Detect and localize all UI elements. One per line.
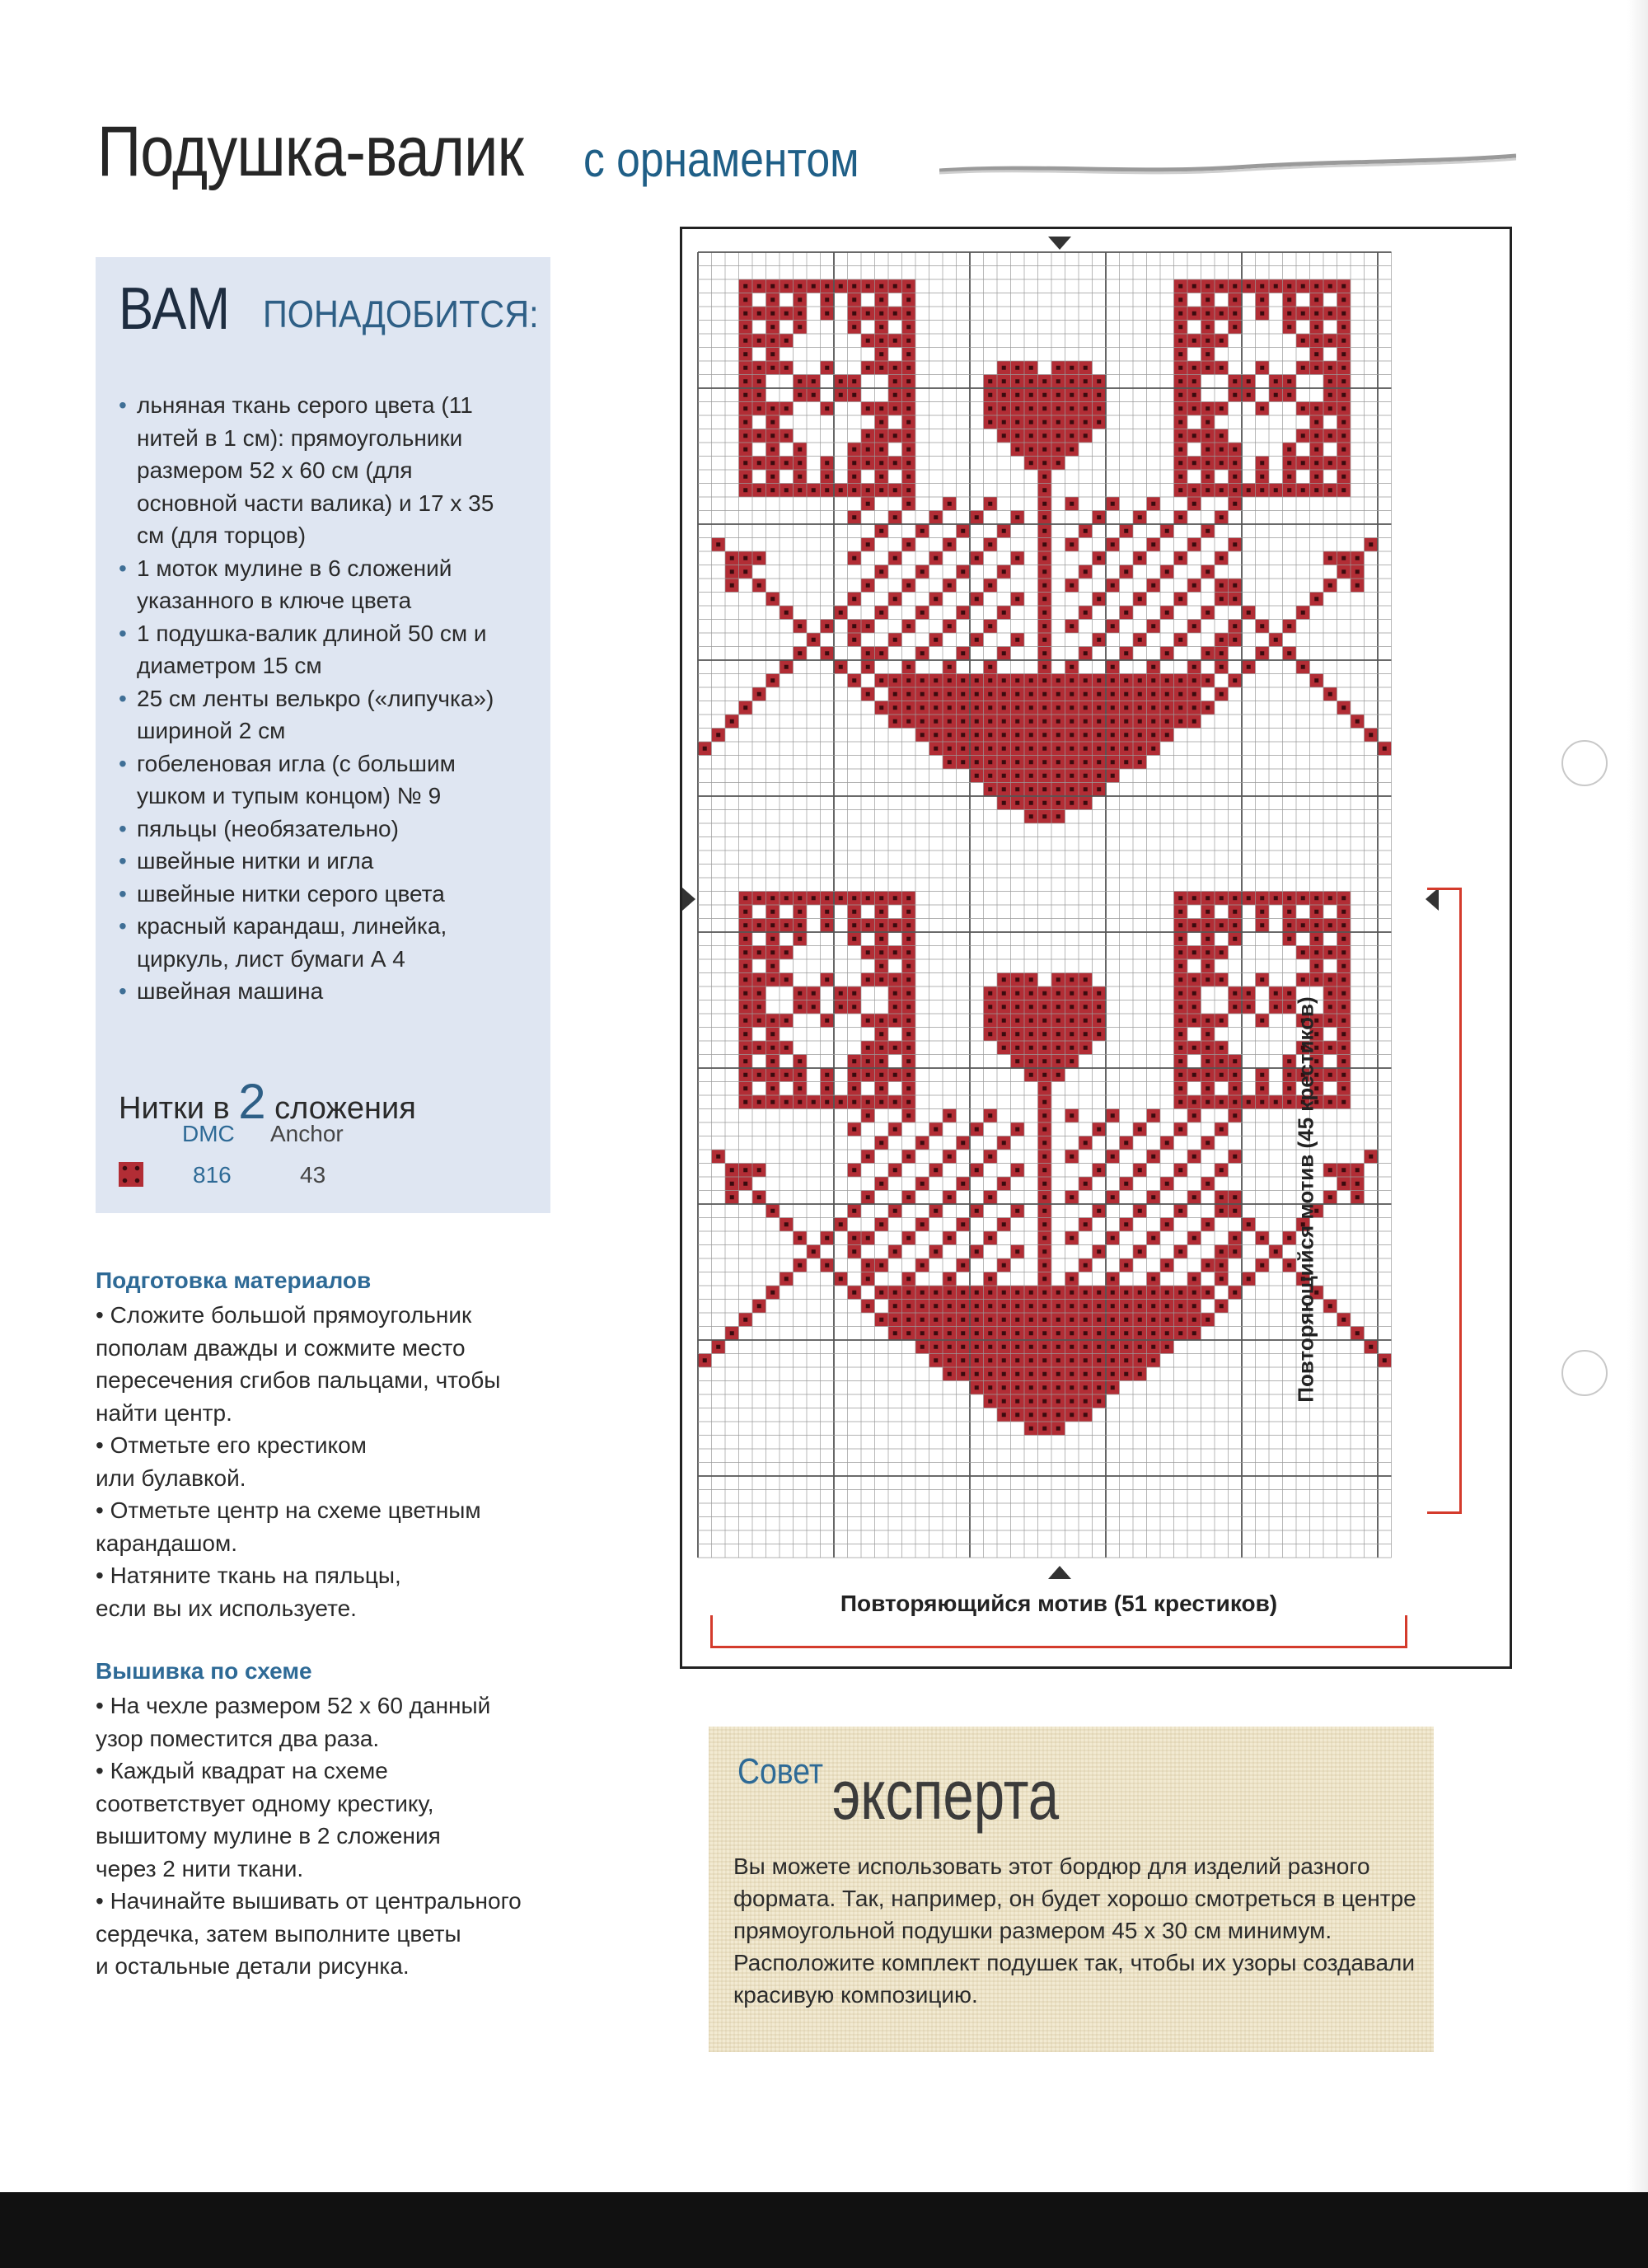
text-line: и остальные детали рисунка. [96, 1953, 410, 1979]
center-marker-left-icon [682, 888, 695, 911]
prep-title: Подготовка материалов [96, 1268, 372, 1293]
cross-stitch-chart [697, 251, 1393, 1558]
expert-tip [709, 1727, 1434, 2052]
key-anchor-value: 43 [300, 1162, 326, 1188]
embroidery-title: Вышивка по схеме [96, 1658, 312, 1684]
title-sub: с орнаментом [583, 132, 859, 187]
text-line: • Сложите большой прямоугольник [96, 1302, 472, 1328]
tip-text: Вы можете использовать этот бордюр для изделий разного формата. Так, например, он будет хорошо смотреться в центре прямоугольной подушки размером 45 х 30 см минимум. Расположите комплект подушек так, чтобы их узоры создавали красивую композицию. [733, 1853, 1416, 2008]
materials-item: • швейная машина [119, 975, 506, 1008]
thread-decoration [939, 152, 1516, 185]
text-line: • Отметьте его крестиком [96, 1432, 367, 1458]
materials-item: • гобеленовая игла (с большим ушком и тупым концом) № 9 [119, 747, 506, 813]
text-line: • Натяните ткань на пяльцы, [96, 1563, 401, 1588]
page-edge [1627, 0, 1648, 2268]
materials-item: • швейные нитки и игла [119, 845, 506, 878]
center-marker-top-icon [1048, 237, 1071, 250]
repeat-bracket-horizontal [710, 1615, 1407, 1648]
materials-panel [96, 257, 550, 1213]
punch-hole [1561, 1350, 1608, 1396]
color-swatch-icon [119, 1162, 143, 1187]
page-title [97, 111, 859, 193]
text-line: • Начинайте вышивать от центрального [96, 1888, 522, 1914]
text-line: карандашом. [96, 1530, 238, 1556]
materials-item: • швейные нитки серого цвета [119, 878, 506, 911]
text-line: • На чехле размером 52 х 60 данный [96, 1693, 491, 1718]
text-line: найти центр. [96, 1399, 232, 1426]
key-header-dmc: DMC [182, 1121, 235, 1146]
key-dmc-value: 816 [193, 1162, 232, 1188]
materials-heading [119, 275, 539, 343]
text-line: или булавкой. [96, 1464, 246, 1491]
threads-count: 2 [238, 1074, 266, 1129]
color-key [96, 1121, 550, 1211]
embroidery-text [96, 1689, 557, 1983]
text-line: если вы их используете. [96, 1595, 357, 1621]
repeat-bracket-vertical [1427, 888, 1462, 1514]
materials-item: • 25 см ленты велькро («липучка») шириной 2 см [119, 682, 506, 747]
materials-item: • пяльцы (необязательно) [119, 813, 506, 846]
materials-item: • льняная ткань серого цвета (11 нитей в 1 см): прямоугольники размером 52 х 60 см (для основной части валика) и 17 х 35 см (для торцов) [119, 389, 506, 552]
materials-item: • красный карандаш, линейка, циркуль, лист бумаги А 4 [119, 910, 506, 975]
embroidery-section [96, 1658, 557, 1983]
threads-suffix: сложения [274, 1091, 416, 1126]
text-line: узор поместится два раза. [96, 1725, 380, 1751]
repeat-caption-horizontal: Повторяющийся мотив (51 крестиков) [840, 1591, 1278, 1616]
punch-hole [1561, 740, 1608, 786]
center-marker-bottom-icon [1048, 1566, 1071, 1579]
repeat-caption-vertical: Повторяющийся мотив (45 крестиков) [1293, 996, 1318, 1403]
text-line: соответствует одному крестику, [96, 1790, 434, 1816]
text-line: пополам дважды и сожмите место [96, 1334, 466, 1361]
text-line: сердечка, затем выполните цветы [96, 1920, 461, 1947]
title-main: Подушка-валик [97, 112, 524, 191]
materials-heading-big: ВАМ [119, 276, 231, 342]
key-header-anchor: Anchor [270, 1121, 344, 1146]
text-line: пересечения сгибов пальцами, чтобы [96, 1367, 501, 1393]
materials-item: • 1 моток мулине в 6 сложений указанного в ключе цвета [119, 552, 506, 617]
materials-list [119, 389, 506, 1008]
threads-prefix: Нитки в [119, 1091, 230, 1126]
text-line: через 2 нити ткани. [96, 1855, 304, 1881]
materials-item: • 1 подушка-валик длиной 50 см и диаметром 15 см [119, 617, 506, 682]
text-line: • Отметьте центр на схеме цветным [96, 1497, 481, 1523]
prep-section [96, 1268, 557, 1624]
text-line: • Каждый квадрат на схеме [96, 1758, 388, 1783]
tip-label-small: Совет [737, 1751, 823, 1792]
tip-label-big: эксперта [832, 1756, 1060, 1834]
scan-border [0, 2192, 1648, 2268]
prep-text [96, 1299, 557, 1624]
text-line: вышитому мулине в 2 сложения [96, 1823, 441, 1849]
materials-heading-small: ПОНАДОБИТСЯ: [263, 293, 539, 335]
